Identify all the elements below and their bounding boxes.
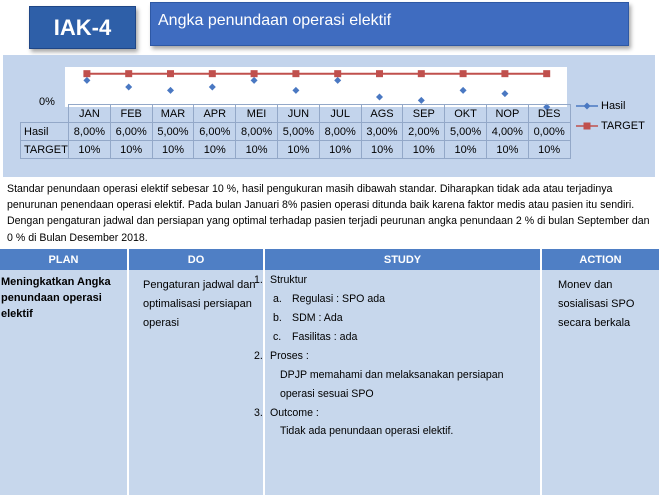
month-label: APR [194,105,236,123]
month-label: JUL [319,105,361,123]
month-label: AGS [361,105,403,123]
data-point-target-okt [460,70,467,77]
study-item-a-label: Regulasi : SPO ada [292,293,386,305]
indicator-id-badge: IAK-4 [29,6,136,49]
data-point-hasil-jul [334,77,341,84]
legend-hasil-marker [576,102,598,110]
study-item-1-label: Struktur [270,274,308,286]
target-row [21,141,571,159]
data-point-target-mar [167,70,174,77]
hasil-value: 4,00% [486,123,528,141]
target-value: 10% [277,141,319,159]
hasil-value: 8,00% [69,123,111,141]
study-item-a-num: a. [273,293,282,305]
data-point-target-jan [83,70,90,77]
month-label: MAR [152,105,194,123]
data-point-target-jul [334,70,341,77]
hasil-value: 8,00% [236,123,278,141]
description-text: Standar penundaan operasi elektif sebesar 10 %, hasil pengukuran masih dibawah standar. Diharapkan tidak ada atau terjadinya penurunan penendaan operasi elektif. Pada bulan Januari 8% pasien operasi ditunda baik karena faktor medis atau pasien itu sendiri. Dengan pengaturan jadwal dan persiapan yang optimal terhadap pasien terjadi peurunan angka penundaan 2 % di bulan September dan 0 % di Bulan Desember 2018. [7,183,650,244]
target-value: 10% [236,141,278,159]
chart-legend [576,96,645,136]
data-point-target-jun [292,70,299,77]
hasil-value: 0,00% [528,123,570,141]
month-row-header [21,105,69,123]
data-point-hasil-mei [251,77,258,84]
action-heading: ACTION [542,249,659,270]
data-point-hasil-ags [376,94,383,101]
hasil-value: 3,00% [361,123,403,141]
month-label: OKT [445,105,487,123]
chart-panel [3,55,655,177]
month-label: DES [528,105,570,123]
target-value: 10% [528,141,570,159]
month-label: NOP [486,105,528,123]
target-value: 10% [486,141,528,159]
data-point-target-ags [376,70,383,77]
month-label: FEB [110,105,152,123]
legend-item-hasil [576,96,645,116]
plan-column [0,249,127,495]
target-value: 10% [403,141,445,159]
plan-heading: PLAN [0,249,127,270]
data-point-target-des [543,70,550,77]
target-value: 10% [152,141,194,159]
data-point-target-nop [501,70,508,77]
study-item-2-detail-2: operasi sesuai SPO [280,388,374,400]
target-value: 10% [110,141,152,159]
data-point-hasil-okt [460,87,467,94]
pdsa-table [0,249,659,495]
do-heading: DO [129,249,263,270]
data-point-target-mei [251,70,258,77]
study-body [254,270,540,495]
action-text: Monev dan sosialisasi SPO secara berkala [542,270,659,495]
y-axis-zero-label: 0% [39,96,55,108]
hasil-row-label: Hasil [21,123,69,141]
legend-hasil-label: Hasil [601,100,626,112]
data-point-hasil-apr [209,84,216,91]
data-point-target-feb [125,70,132,77]
do-text: Pengaturan jadwal dan optimalisasi persiapan operasi [129,270,263,495]
hasil-value: 5,00% [152,123,194,141]
plan-text: Meningkatkan Angka penundaan operasi elektif [0,270,127,495]
action-column [542,249,659,495]
study-item-c-label: Fasilitas : ada [292,331,358,343]
target-value: 10% [69,141,111,159]
hasil-value: 8,00% [319,123,361,141]
study-item-1-num: 1. [254,274,263,286]
study-item-3-num: 3. [254,407,263,419]
month-label: JAN [69,105,111,123]
data-point-target-sep [418,70,425,77]
legend-item-target [576,116,645,136]
data-point-hasil-jan [83,77,90,84]
study-item-c-num: c. [273,331,282,343]
month-label: JUN [277,105,319,123]
legend-target-label: TARGET [601,120,645,132]
hasil-value: 2,00% [403,123,445,141]
data-point-hasil-sep [418,97,425,104]
study-heading: STUDY [265,249,540,270]
data-point-hasil-mar [167,87,174,94]
hasil-value: 6,00% [194,123,236,141]
data-point-hasil-nop [501,90,508,97]
data-point-target-apr [209,70,216,77]
series-line-hasil [87,80,547,107]
target-value: 10% [445,141,487,159]
page-title: Angka penundaan operasi elektif [150,2,629,46]
data-point-hasil-jun [292,87,299,94]
data-point-hasil-feb [125,84,132,91]
target-row-label: TARGET [21,141,69,159]
do-column [129,249,263,495]
month-row [21,105,571,123]
month-label: SEP [403,105,445,123]
study-item-2-label: Proses : [270,350,309,362]
target-value: 10% [319,141,361,159]
study-item-3-label: Outcome : [270,407,319,419]
hasil-value: 5,00% [277,123,319,141]
study-item-b-label: SDM : Ada [292,312,343,324]
hasil-value: 6,00% [110,123,152,141]
study-item-3-detail: Tidak ada penundaan operasi elektif. [280,425,454,437]
target-value: 10% [361,141,403,159]
hasil-value: 5,00% [445,123,487,141]
study-item-2-num: 2. [254,350,263,362]
month-label: MEI [236,105,278,123]
target-value: 10% [194,141,236,159]
study-item-2-detail-1: DPJP memahami dan melaksanakan persiapan [280,369,504,381]
hasil-row [21,123,571,141]
chart-data-table [20,104,571,159]
legend-target-marker [576,122,598,130]
study-column [254,249,540,495]
study-item-b-num: b. [273,312,282,324]
